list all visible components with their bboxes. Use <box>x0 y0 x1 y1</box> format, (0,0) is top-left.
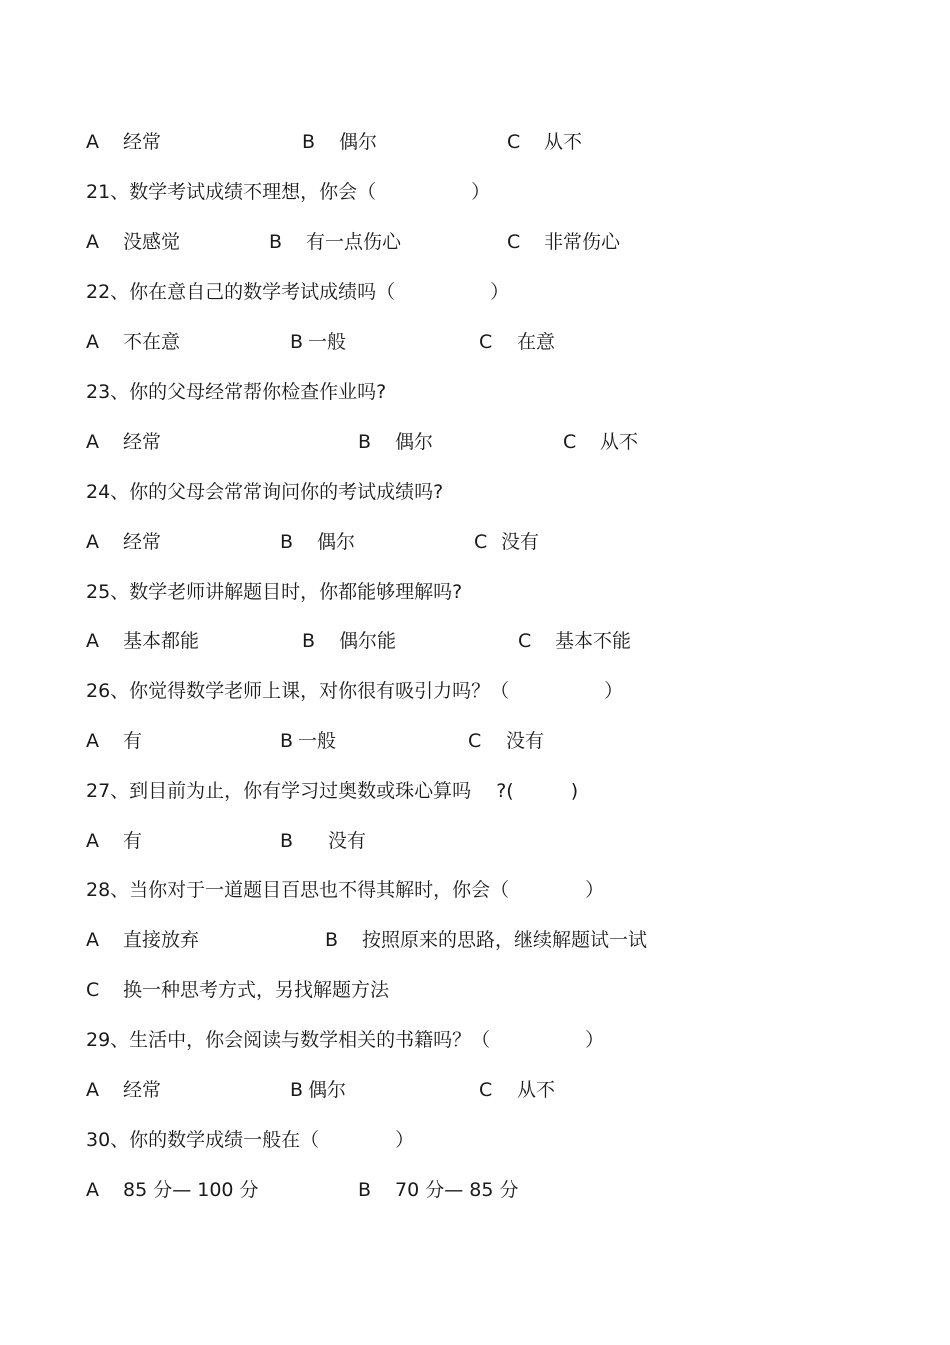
question-22: 22、你在意自己的数学考试成绩吗（ ） <box>86 281 510 303</box>
option-c: C 基本不能 <box>518 630 632 652</box>
question-29: 29、生活中，你会阅读与数学相关的书籍吗？（ ） <box>86 1029 605 1051</box>
option-c: C 从不 <box>479 1079 556 1101</box>
option-a: A 有 <box>86 730 143 752</box>
option-c: C 在意 <box>479 331 556 353</box>
option-a: A 直接放弃 <box>86 929 200 951</box>
option-row <box>86 1075 556 1105</box>
option-c: C 没有 <box>474 531 540 553</box>
option-b: B 有一点伤心 <box>269 231 402 253</box>
option-b: B 一般 <box>280 730 337 752</box>
option-c: C 没有 <box>468 730 545 752</box>
option-row <box>86 925 648 955</box>
option-c: C 从不 <box>563 431 639 453</box>
option-b: B 按照原来的思路，继续解题试一试 <box>325 929 648 951</box>
option-row <box>86 626 632 656</box>
option-a: A 经常 <box>86 131 162 153</box>
option-row <box>86 726 545 756</box>
option-c: C 换一种思考方式，另找解题方法 <box>86 979 390 1001</box>
question-25: 25、数学老师讲解题目时，你都能够理解吗? <box>86 581 463 603</box>
option-b: B 一般 <box>290 331 347 353</box>
option-row <box>86 127 583 157</box>
option-row <box>86 327 556 357</box>
option-a: A 没感觉 <box>86 231 181 253</box>
question-28: 28、当你对于一道题目百思也不得其解时，你会（ ） <box>86 879 605 901</box>
question-27: 27、到目前为止，你有学习过奥数或珠心算吗 ?( ) <box>86 780 579 802</box>
question-24: 24、你的父母会常常询问你的考试成绩吗? <box>86 481 444 503</box>
option-row <box>86 527 540 557</box>
option-a: A 经常 <box>86 1079 162 1101</box>
option-b: B 偶尔 <box>358 431 434 453</box>
option-a: A 经常 <box>86 531 162 553</box>
option-b: B 没有 <box>280 830 367 852</box>
option-a: A 基本都能 <box>86 630 200 652</box>
option-b: B 70 分— 85 分 <box>358 1179 519 1201</box>
option-b: B 偶尔 <box>280 531 356 553</box>
question-26: 26、你觉得数学老师上课，对你很有吸引力吗？（ ） <box>86 680 624 702</box>
option-a: A 不在意 <box>86 331 181 353</box>
option-c: C 非常伤心 <box>507 231 621 253</box>
option-c: C 从不 <box>507 131 583 153</box>
option-b: B 偶尔能 <box>302 630 397 652</box>
option-row <box>86 826 367 856</box>
question-23: 23、你的父母经常帮你检查作业吗? <box>86 381 387 403</box>
question-21: 21、数学考试成绩不理想，你会（ ） <box>86 181 491 203</box>
option-row <box>86 227 621 257</box>
option-row <box>86 975 390 1005</box>
option-a: A 有 <box>86 830 143 852</box>
option-b: B 偶尔 <box>302 131 378 153</box>
option-row <box>86 427 639 457</box>
question-30: 30、你的数学成绩一般在（ ） <box>86 1129 415 1151</box>
option-a: A 经常 <box>86 431 162 453</box>
option-b: B 偶尔 <box>290 1079 347 1101</box>
option-a: A 85 分— 100 分 <box>86 1179 259 1201</box>
option-row <box>86 1175 519 1205</box>
